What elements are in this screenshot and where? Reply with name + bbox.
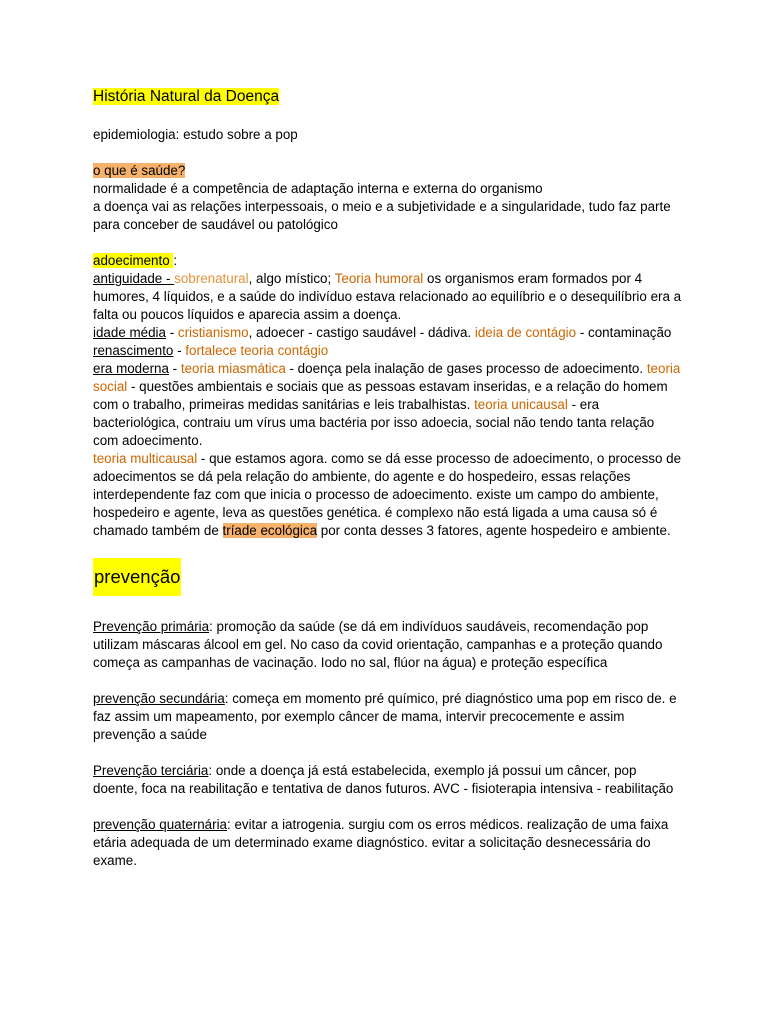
saude-heading-text: o que é saúde? [93, 163, 186, 178]
renascimento-dash: - [173, 343, 186, 358]
antiguidade-text-2: os organismos eram formados por 4 humores, 4 líquidos, e a saúde do indivíduo estava relacionado ao equilíbrio e o desequilíbrio era a falta ou poucos líquidos e aparecia assim a doença. [93, 271, 682, 322]
secundaria-label: prevenção secundária [93, 691, 225, 706]
teoria-humoral-term: Teoria humoral [334, 271, 424, 286]
saude-heading [93, 162, 683, 180]
sobrenatural-term: sobrenatural [174, 271, 249, 286]
quaternaria-text: : evitar a iatrogenia. surgiu com os erros médicos. realização de uma faixa etária adequada de um determinado exame diagnóstico. evitar a solicitação desnecessária do exame. [93, 817, 669, 868]
prevencao-heading-text: prevenção [93, 558, 181, 596]
antiguidade-text-1: , algo místico; [248, 271, 335, 286]
document-body [93, 86, 683, 870]
paragraph-idade-media [93, 324, 683, 342]
idade-media-text-1: , adoecer - castigo saudável - dádiva. [248, 325, 475, 340]
terciaria-text: : onde a doença já está estabelecida, exemplo já possui um câncer, pop doente, foca na reabilitação e tentativa de danos futuros. AVC - fisioterapia intensiva - reabilitação [93, 763, 674, 796]
idade-media-text-2: - contaminação [576, 325, 672, 340]
paragraph-secundaria [93, 690, 683, 744]
document-title [93, 86, 683, 108]
era-moderna-dash: - [168, 361, 181, 376]
ideia-contagio-term: ideia de contágio [474, 325, 577, 340]
fortalece-contagio-term: fortalece teoria contágio [185, 343, 329, 358]
spacer [93, 744, 683, 762]
cristianismo-term: cristianismo [177, 325, 249, 340]
secundaria-text: : começa em momento pré químico, pré diagnóstico uma pop em risco de. e faz assim um mapeamento, por exemplo câncer de mama, intervir precocemente e assim prevenção a saúde [93, 691, 677, 742]
saude-line-2: a doença vai as relações interpessoais, o meio e a subjetividade e a singularidade, tudo faz parte para conceber de saudável ou patológico [93, 199, 671, 232]
teoria-unicausal-term: teoria unicausal [474, 397, 568, 412]
spacer [93, 108, 683, 126]
paragraph-era-moderna [93, 360, 683, 450]
triade-ecologica-term: tríade ecológica [222, 523, 318, 538]
antiguidade-dash: - [165, 271, 175, 286]
era-moderna-label: era moderna [93, 361, 169, 376]
saude-line-1: normalidade é a competência de adaptação interna e externa do organismo [93, 181, 543, 196]
terciaria-label: Prevenção terciária [93, 763, 209, 778]
multicausal-text-2: por conta desses 3 fatores, agente hospedeiro e ambiente. [317, 523, 671, 538]
primaria-label: Prevenção primária [93, 619, 210, 634]
antiguidade-label: antiguidade [93, 271, 166, 286]
idade-media-label: idade média [93, 325, 166, 340]
era-moderna-text-3: - era bacteriológica, contraiu um vírus uma bactéria por isso adoecia, social não tendo tanta relação com adoecimento. [93, 397, 655, 448]
teoria-social-term: teoria social [93, 361, 681, 394]
prevencao-heading [93, 558, 683, 596]
teoria-multicausal-term: teoria multicausal [93, 451, 198, 466]
multicausal-text-1: - que estamos agora. como se dá esse processo de adoecimento, o processo de adoecimentos se dá pela relação do ambiente, do agente e do hospedeiro, essas relações interdependente faz com que inicia o processo de adoecimento. existe um campo do ambiente, hospedeiro e agente, leva as questões genética. é complexo não está ligada a uma causa só é chamado também de [93, 451, 682, 538]
epidemiologia-line: epidemiologia: estudo sobre a pop [93, 127, 298, 142]
paragraph-primaria [93, 618, 683, 672]
quaternaria-label: prevenção quaternária [93, 817, 227, 832]
idade-media-dash: - [165, 325, 178, 340]
paragraph-quaternaria [93, 816, 683, 870]
spacer [93, 234, 683, 252]
paragraph-multicausal [93, 450, 683, 540]
spacer [93, 596, 683, 618]
teoria-miasmatica-term: teoria miasmática [180, 361, 286, 376]
adoecimento-heading [93, 252, 683, 270]
era-moderna-text-2: - questões ambientais e sociais que as pessoas estavam inseridas, e a relação do homem com o trabalho, primeiras medidas sanitárias e leis trabalhistas. [93, 379, 668, 412]
adoecimento-heading-text: adoecimento [93, 253, 174, 268]
paragraph-renascimento [93, 342, 683, 360]
primaria-text: : promoção da saúde (se dá em indivíduos saudáveis, recomendação pop utilizam máscaras álcool em gel. No caso da covid orientação, campanhas e a proteção quando começa as campanhas de vacinação. Iodo no sal, flúor na água) e proteção específica [93, 619, 663, 670]
spacer [93, 798, 683, 816]
renascimento-label: renascimento [93, 343, 174, 358]
spacer [93, 144, 683, 162]
paragraph-antiguidade [93, 270, 683, 324]
title-text: História Natural da Doença [93, 88, 280, 105]
spacer [93, 672, 683, 690]
spacer [93, 540, 683, 558]
paragraph-terciaria [93, 762, 683, 798]
adoecimento-colon: : [173, 253, 178, 268]
era-moderna-text-1: - doença pela inalação de gases processo de adoecimento. [285, 361, 647, 376]
